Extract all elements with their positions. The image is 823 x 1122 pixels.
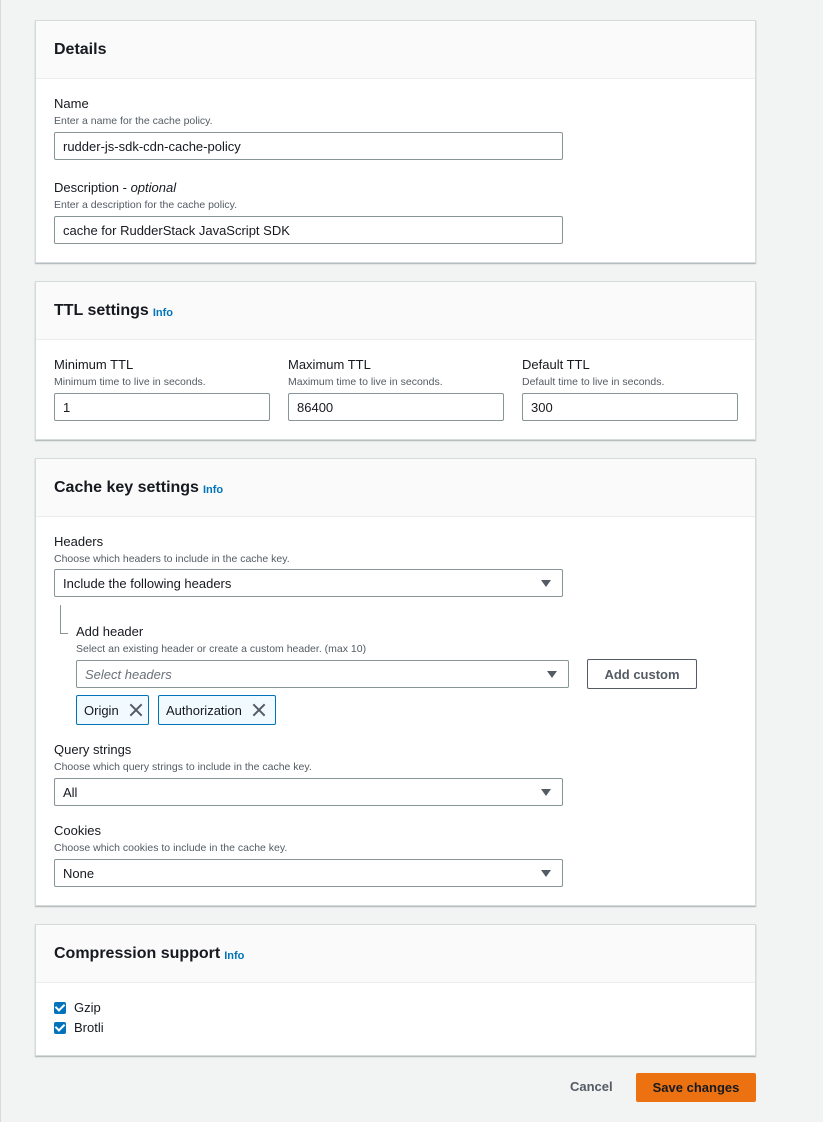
select-headers-dropdown[interactable] <box>76 660 569 688</box>
default-ttl-value: 300 <box>531 399 553 415</box>
compression-support-title: Compression support <box>54 944 221 962</box>
name-input-value: rudder-js-sdk-cdn-cache-policy <box>63 138 241 154</box>
minimum-ttl-value: 1 <box>63 399 71 415</box>
details-header <box>36 21 755 79</box>
gzip-checkbox-row[interactable] <box>54 1000 101 1015</box>
description-input-value: cache for RudderStack JavaScript SDK <box>63 222 290 238</box>
checkmark-icon <box>55 1001 66 1012</box>
brotli-label: Brotli <box>74 1020 104 1035</box>
cancel-button[interactable]: Cancel <box>570 1079 613 1094</box>
brotli-checkbox[interactable] <box>54 1022 66 1034</box>
header-token-origin <box>76 695 149 725</box>
description-label <box>54 180 176 195</box>
default-ttl-description: Default time to live in seconds. <box>522 376 665 388</box>
chevron-down-icon <box>541 789 551 796</box>
token-label: Origin <box>84 702 119 718</box>
optional-label: optional <box>130 180 177 195</box>
left-border <box>0 0 1 1122</box>
brotli-checkbox-row[interactable] <box>54 1020 104 1035</box>
details-panel <box>35 20 756 263</box>
save-changes-button[interactable]: Save changes <box>636 1073 756 1102</box>
maximum-ttl-value: 86400 <box>297 399 334 415</box>
query-strings-value: All <box>63 784 78 800</box>
checkmark-icon <box>55 1021 66 1032</box>
chevron-down-icon <box>547 671 557 678</box>
default-ttl-input[interactable] <box>522 393 738 421</box>
ttl-settings-panel <box>35 281 756 440</box>
description-description: Enter a description for the cache policy. <box>54 199 238 211</box>
cache-key-settings-title: Cache key settings <box>54 478 199 496</box>
description-label-text: Description - <box>54 180 131 195</box>
headers-description: Choose which headers to include in the cache key. <box>54 553 290 565</box>
cache-key-info-link[interactable]: Info <box>202 483 224 496</box>
query-strings-description: Choose which query strings to include in the cache key. <box>54 761 312 773</box>
description-input[interactable] <box>54 216 563 244</box>
close-icon[interactable] <box>129 703 143 717</box>
close-icon[interactable] <box>252 703 266 717</box>
maximum-ttl-label: Maximum TTL <box>288 357 371 372</box>
cache-key-settings-header <box>36 459 755 517</box>
add-custom-button[interactable]: Add custom <box>587 659 697 689</box>
chevron-down-icon <box>541 870 551 877</box>
details-title: Details <box>54 40 107 58</box>
minimum-ttl-input[interactable] <box>54 393 270 421</box>
tree-connector <box>60 605 68 634</box>
token-label: Authorization <box>166 702 242 718</box>
minimum-ttl-description: Minimum time to live in seconds. <box>54 376 206 388</box>
maximum-ttl-input[interactable] <box>288 393 504 421</box>
ttl-settings-header <box>36 282 755 340</box>
maximum-ttl-description: Maximum time to live in seconds. <box>288 376 443 388</box>
compression-support-header <box>36 925 755 983</box>
query-strings-label: Query strings <box>54 742 132 757</box>
name-label: Name <box>54 96 89 111</box>
headers-select[interactable] <box>54 569 563 597</box>
headers-label: Headers <box>54 534 104 549</box>
ttl-settings-title: TTL settings <box>54 301 149 319</box>
query-strings-select[interactable] <box>54 778 563 806</box>
gzip-label: Gzip <box>74 1000 101 1015</box>
default-ttl-label: Default TTL <box>522 357 590 372</box>
cookies-description: Choose which cookies to include in the cache key. <box>54 842 288 854</box>
compression-support-panel <box>35 924 756 1056</box>
header-token-authorization <box>158 695 276 725</box>
cookies-select[interactable] <box>54 859 563 887</box>
name-description: Enter a name for the cache policy. <box>54 115 213 127</box>
cookies-label: Cookies <box>54 823 101 838</box>
select-headers-placeholder: Select headers <box>85 666 172 682</box>
headers-select-value: Include the following headers <box>63 575 232 591</box>
gzip-checkbox[interactable] <box>54 1002 66 1014</box>
minimum-ttl-label: Minimum TTL <box>54 357 134 372</box>
add-header-label: Add header <box>76 624 144 639</box>
cache-key-settings-panel <box>35 458 756 906</box>
name-input[interactable] <box>54 132 563 160</box>
add-header-description: Select an existing header or create a custom header. (max 10) <box>76 643 367 655</box>
cookies-value: None <box>63 865 95 881</box>
ttl-info-link[interactable]: Info <box>152 306 173 319</box>
compression-info-link[interactable]: Info <box>224 949 245 962</box>
chevron-down-icon <box>541 580 551 587</box>
